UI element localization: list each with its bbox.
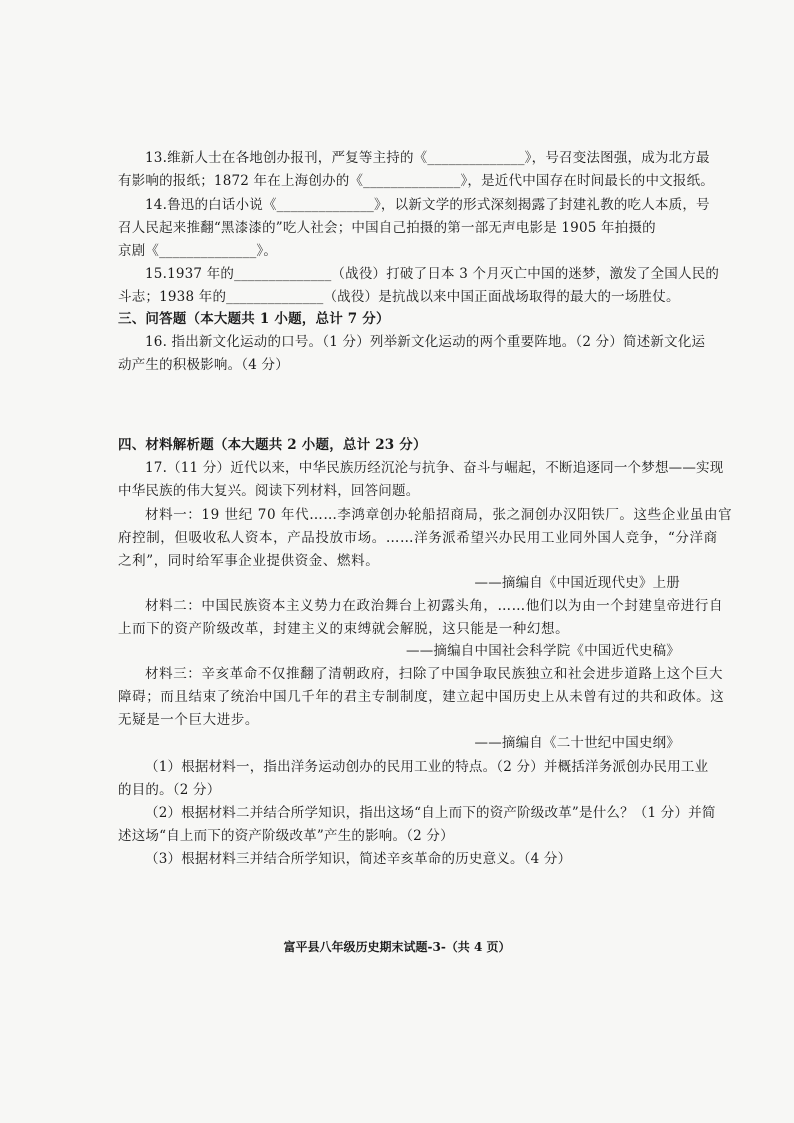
subq2-line2: 述这场“自上而下的资产阶级改革”产生的影响。（2 分） [118,828,454,844]
q14-line2: 召人民起来推翻“黑漆漆的”吃人社会；中国自己拍摄的第一部无声电影是 1905 年拍摄的 [118,220,656,236]
q16-line2: 动产生的积极影响。（4 分） [118,357,289,373]
material3-line3: 无疑是一个巨大进步。 [118,712,259,728]
q13-line2: 有影响的报纸；1872 年在上海创办的《______________》，是近代中国存在时间最长的中文报纸。 [118,173,714,189]
subq2-line1: （2）根据材料二并结合所学知识，指出这场“自上而下的资产阶级改革”是什么？（1 分）并简 [145,805,716,821]
material1-line1: 材料一：19 世纪 70 年代……李鸿章创办轮船招商局，张之洞创办汉阳铁厂。这些企业虽由官 [145,507,733,523]
subq1-line2: 的目的。（2 分） [118,782,221,798]
material1-line3: 之利”，同时给军事企业提供资金、燃料。 [118,553,380,569]
subq1-line1: （1）根据材料一，指出洋务运动创办的民用工业的特点。（2 分）并概括洋务派创办民用工业 [145,759,709,775]
material3-source: ——摘编自《二十世纪中国史纲》 [474,735,680,751]
q14-line1: 14.鲁迅的白话小说《______________》，以新文学的形式深刻揭露了封建礼教的吃人本质，号 [145,197,710,213]
subq3-line1: （3）根据材料三并结合所学知识，简述辛亥革命的历史意义。（4 分） [145,851,572,867]
q14-line3: 京剧《______________》。 [118,243,278,259]
material2-source: ——摘编自中国社会科学院《中国近代史稿》 [406,643,680,659]
section4-heading: 四、材料解析题（本大题共 2 小题，总计 23 分） [118,437,427,453]
material1-line2: 府控制，但吸收私人资本，产品投放市场。……洋务派希望兴办民用工业同外国人竞争，“分洋商 [118,530,718,546]
material3-line1: 材料三：辛亥革命不仅推翻了清朝政府，扫除了中国争取民族独立和社会进步道路上这个巨大 [145,666,724,682]
q17-line2: 中华民族的伟大复兴。阅读下列材料，回答问题。 [118,483,420,499]
q16-line1: 16. 指出新文化运动的口号。（1 分）列举新文化运动的两个重要阵地。（2 分）简述新文化运 [145,334,706,350]
q13-line1: 13.维新人士在各地创办报刊，严复等主持的《______________》，号召变法图强，成为北方最 [145,150,710,166]
q17-line1: 17.（11 分）近代以来，中华民族历经沉沦与抗争、奋斗与崛起，不断追逐同一个梦想——实现 [145,460,724,476]
section3-heading: 三、问答题（本大题共 1 小题，总计 7 分） [118,311,390,327]
material3-line2: 障碍；而且结束了统治中国几千年的君主专制制度，建立起中国历史上从未曾有过的共和政体。这 [118,689,725,705]
page-footer: 富平县八年级历史期末试题-3-（共 4 页） [283,940,511,954]
q15-line2: 斗志；1938 年的______________（战役）是抗战以来中国正面战场取得的最大的一场胜仗。 [118,289,680,305]
material2-line1: 材料二：中国民族资本主义势力在政治舞台上初露头角，……他们以为由一个封建皇帝进行自 [145,598,724,614]
material1-source: ——摘编自《中国近现代史》上册 [474,575,680,591]
q15-line1: 15.1937 年的______________（战役）打破了日本 3 个月灭亡中国的迷梦，激发了全国人民的 [145,266,720,282]
material2-line2: 上而下的资产阶级改革，封建主义的束缚就会解脱，这只能是一种幻想。 [118,621,570,637]
